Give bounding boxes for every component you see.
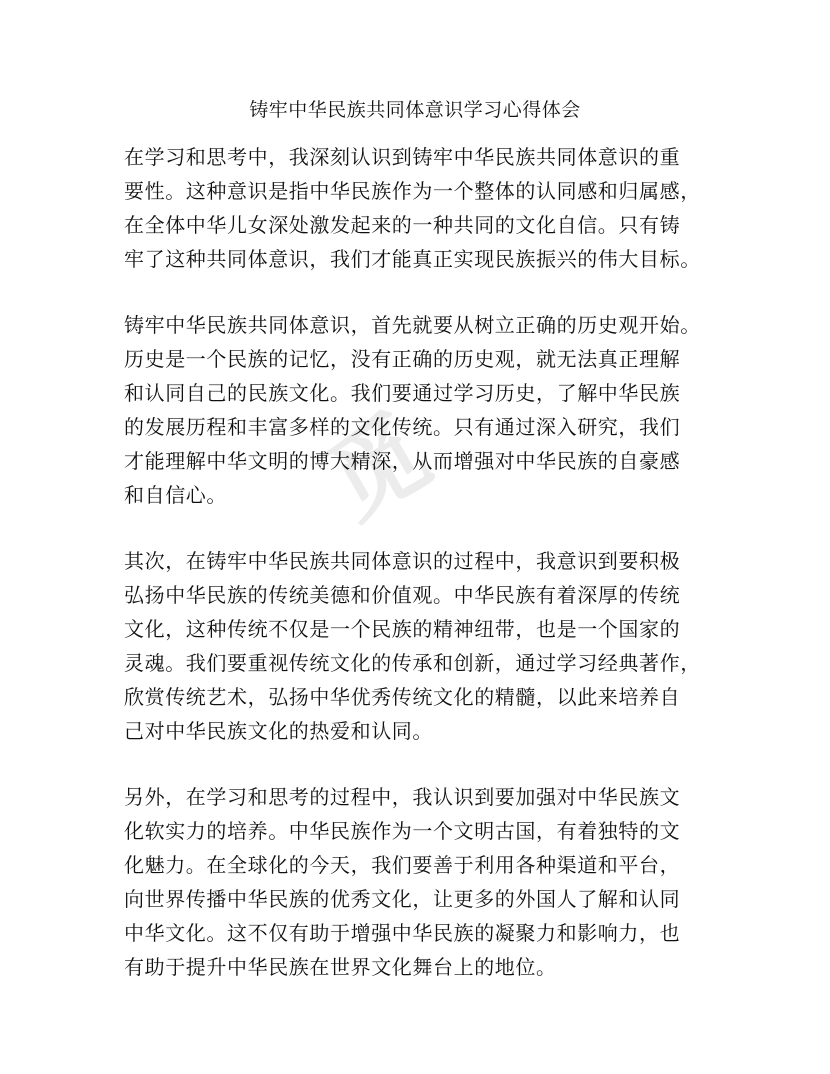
text-line: 中华文化。这不仅有助于增强中华民族的凝聚力和影响力，也 (124, 921, 681, 945)
paragraph-4 (124, 780, 724, 984)
text-line: 文化，这种传统不仅是一个民族的精神纽带，也是一个国家的 (124, 617, 681, 641)
document-title: 铸牢中华民族共同体意识学习心得体会 (249, 99, 581, 121)
text-line: 和认同自己的民族文化。我们要通过学习历史，了解中华民族 (124, 381, 681, 405)
text-line: 要性。这种意识是指中华民族作为一个整体的认同感和归属感， (124, 179, 701, 203)
svg-text:觅: 觅 (308, 394, 449, 540)
text-line: 才能理解中华文明的博大精深，从而增强对中华民族的自豪感 (124, 449, 681, 473)
text-line: 和自信心。 (124, 483, 227, 507)
paragraph-1 (124, 140, 724, 276)
text-line: 铸牢中华民族共同体意识，首先就要从树立正确的历史观开始。 (124, 313, 701, 337)
text-line: 向世界传播中华民族的优秀文化，让更多的外国人了解和认同 (124, 887, 681, 911)
text-line: 另外，在学习和思考的过程中，我认识到要加强对中华民族文 (124, 785, 681, 809)
paragraph-2 (124, 308, 724, 512)
text-line: 牢了这种共同体意识，我们才能真正实现民族振兴的伟大目标。 (124, 247, 701, 271)
text-line: 历史是一个民族的记忆，没有正确的历史观，就无法真正理解 (124, 347, 681, 371)
text-line: 化魅力。在全球化的今天，我们要善于利用各种渠道和平台， (124, 853, 681, 877)
text-line: 化软实力的培养。中华民族作为一个文明古国，有着独特的文 (124, 819, 681, 843)
text-line: 欣赏传统艺术，弘扬中华优秀传统文化的精髓，以此来培养自 (124, 685, 681, 709)
text-line: 在全体中华儿女深处激发起来的一种共同的文化自信。只有铸 (124, 213, 681, 237)
text-line: 灵魂。我们要重视传统文化的传承和创新，通过学习经典著作， (124, 651, 701, 675)
text-line: 己对中华民族文化的热爱和认同。 (124, 719, 433, 743)
text-line: 其次，在铸牢中华民族共同体意识的过程中，我意识到要积极 (124, 549, 681, 573)
text-line: 在学习和思考中，我深刻认识到铸牢中华民族共同体意识的重 (124, 145, 681, 169)
text-line: 的发展历程和丰富多样的文化传统。只有通过深入研究，我们 (124, 415, 681, 439)
text-line: 弘扬中华民族的传统美德和价值观。中华民族有着深厚的传统 (124, 583, 681, 607)
paragraph-3 (124, 544, 724, 748)
document-body (124, 140, 724, 1016)
text-line: 有助于提升中华民族在世界文化舞台上的地位。 (124, 955, 557, 979)
